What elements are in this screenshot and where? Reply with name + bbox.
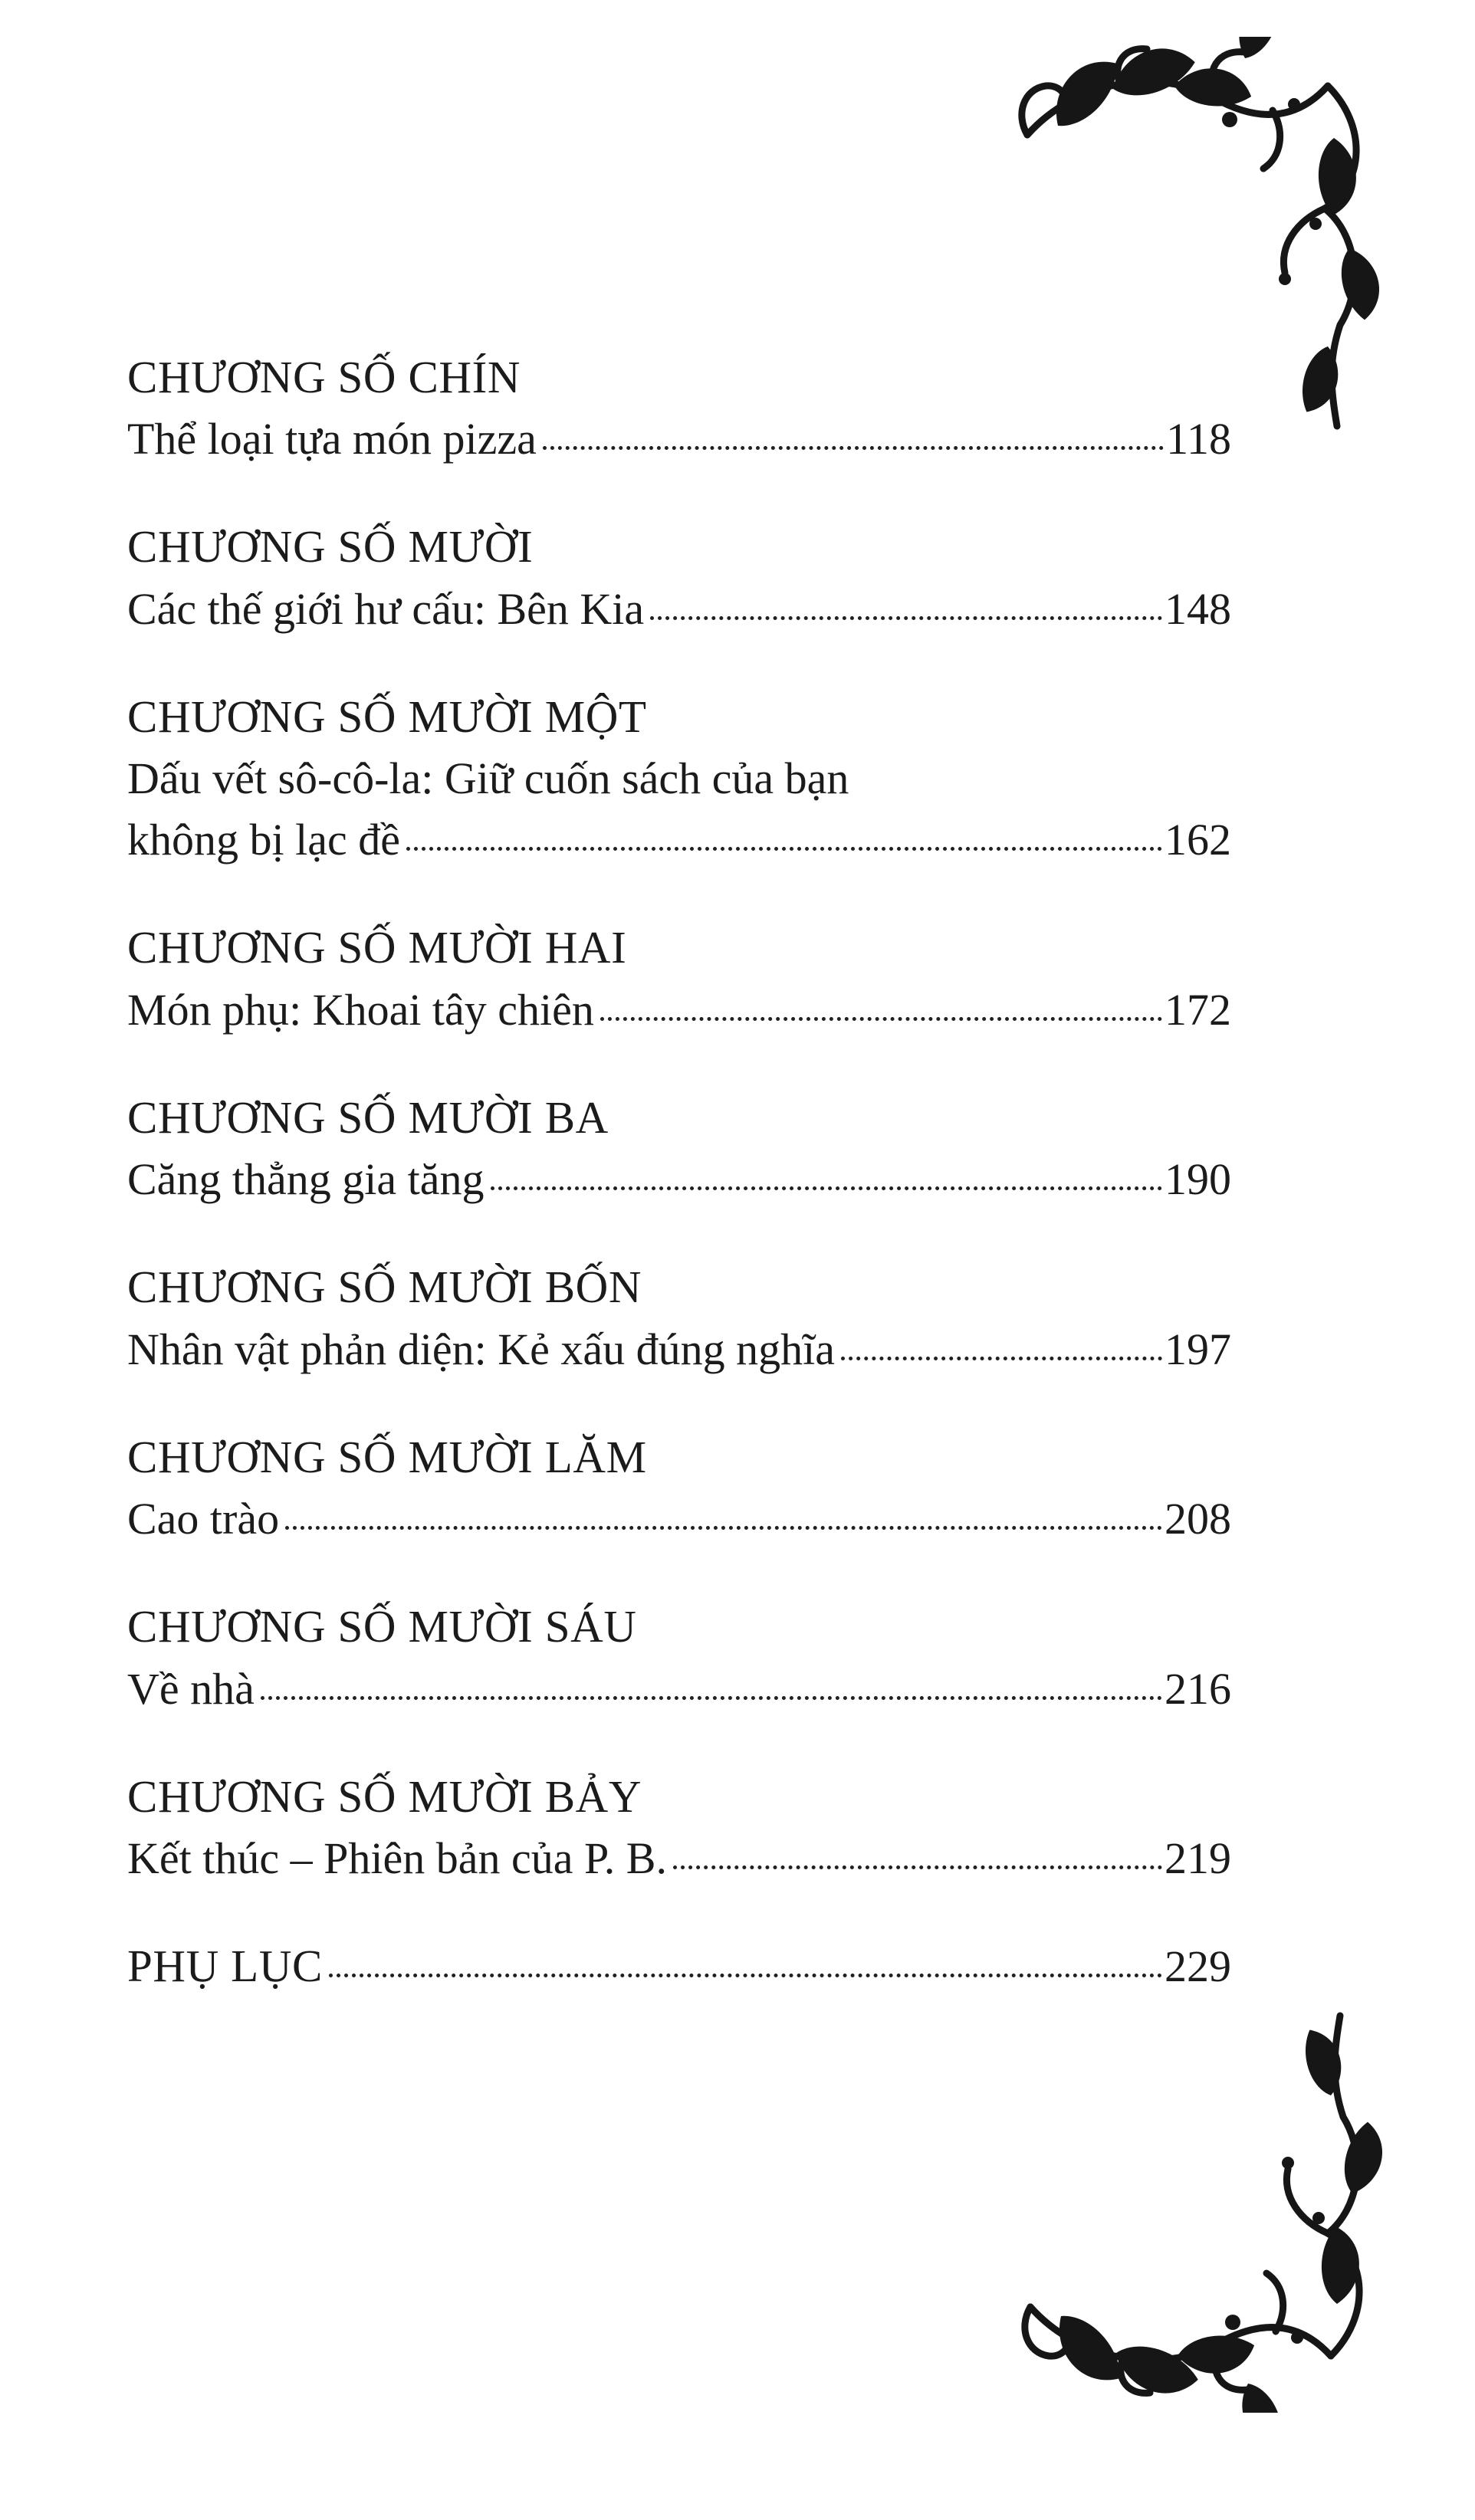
chapter-heading-text: PHỤ LỤC — [127, 1940, 323, 1991]
chapter-heading-text: CHƯƠNG SỐ MƯỜI — [127, 521, 534, 573]
table-of-contents — [127, 346, 1231, 2043]
chapter-heading-line — [127, 686, 1231, 748]
chapter-heading-line — [127, 516, 1231, 578]
page-number: 172 — [1165, 984, 1231, 1035]
toc-entry — [127, 1256, 1231, 1380]
chapter-title-text: Các thế giới hư cấu: Bên Kia — [127, 583, 645, 634]
chapter-title-text: Về nhà — [127, 1663, 255, 1714]
chapter-title-text: Kết thúc – Phiên bản của P. B. — [127, 1833, 667, 1883]
chapter-heading-text: CHƯƠNG SỐ MƯỜI LĂM — [127, 1431, 647, 1482]
page-number: 148 — [1165, 583, 1231, 634]
dotted-leader — [650, 616, 1162, 620]
chapter-heading-line — [127, 1935, 1231, 1997]
page-number: 118 — [1166, 414, 1231, 464]
chapter-title-line — [127, 579, 1231, 640]
chapter-title-text: Dấu vết sô-cô-la: Giữ cuốn sách của bạn — [127, 753, 849, 804]
dotted-leader — [406, 847, 1162, 851]
toc-entry — [127, 516, 1231, 639]
page-number: 162 — [1165, 815, 1231, 865]
chapter-title-line — [127, 1149, 1231, 1210]
dotted-leader — [261, 1696, 1162, 1700]
chapter-title-text: Nhân vật phản diện: Kẻ xấu đúng nghĩa — [127, 1324, 835, 1374]
toc-entry — [127, 1087, 1231, 1210]
chapter-heading-text: CHƯƠNG SỐ MƯỜI MỘT — [127, 691, 647, 742]
toc-entry — [127, 1766, 1231, 1889]
dotted-leader — [600, 1017, 1162, 1021]
chapter-title-line — [127, 1319, 1231, 1380]
chapter-heading-line — [127, 1766, 1231, 1828]
chapter-title-line — [127, 409, 1231, 470]
page-number: 208 — [1165, 1494, 1231, 1544]
chapter-heading-text: CHƯƠNG SỐ MƯỜI BỐN — [127, 1262, 642, 1313]
page-number: 229 — [1165, 1941, 1231, 1991]
toc-entry — [127, 686, 1231, 871]
chapter-title-line — [127, 1659, 1231, 1720]
toc-entry — [127, 917, 1231, 1040]
dotted-leader — [491, 1186, 1162, 1190]
chapter-title-text: Cao trào — [127, 1494, 280, 1544]
chapter-heading-line — [127, 1256, 1231, 1318]
chapter-title-line — [127, 1828, 1231, 1889]
dotted-leader — [673, 1865, 1162, 1869]
chapter-heading-text: CHƯƠNG SỐ MƯỜI HAI — [127, 922, 627, 973]
chapter-heading-line — [127, 1087, 1231, 1149]
chapter-heading-text: CHƯƠNG SỐ CHÍN — [127, 352, 521, 402]
dotted-leader — [841, 1357, 1162, 1360]
chapter-title-line — [127, 979, 1231, 1041]
chapter-title-text: Căng thẳng gia tăng — [127, 1154, 485, 1205]
chapter-title-line — [127, 1488, 1231, 1550]
toc-entry — [127, 346, 1231, 470]
chapter-heading-line — [127, 1426, 1231, 1488]
toc-entry — [127, 1935, 1231, 1997]
floral-corner-ornament-bottom-icon — [1018, 1999, 1401, 2413]
chapter-heading-text: CHƯƠNG SỐ MƯỜI BA — [127, 1091, 609, 1143]
chapter-title-text: không bị lạc đề — [127, 815, 400, 865]
page-number: 197 — [1165, 1324, 1231, 1374]
dotted-leader — [285, 1526, 1162, 1530]
chapter-heading-line — [127, 1596, 1231, 1658]
page-number: 216 — [1165, 1663, 1231, 1714]
toc-entry — [127, 1426, 1231, 1550]
chapter-title-line — [127, 809, 1231, 871]
dotted-leader — [329, 1974, 1162, 1977]
page-number: 219 — [1165, 1833, 1231, 1883]
page-number: 190 — [1165, 1154, 1231, 1205]
chapter-heading-line — [127, 917, 1231, 979]
toc-entry — [127, 1596, 1231, 1719]
chapter-title-text: Món phụ: Khoai tây chiên — [127, 984, 594, 1035]
chapter-title-line — [127, 748, 1231, 809]
chapter-heading-text: CHƯƠNG SỐ MƯỜI SÁU — [127, 1601, 637, 1652]
dotted-leader — [543, 446, 1164, 450]
chapter-heading-line — [127, 346, 1231, 409]
chapter-title-text: Thể loại tựa món pizza — [127, 414, 537, 464]
chapter-heading-text: CHƯƠNG SỐ MƯỜI BẢY — [127, 1770, 642, 1822]
